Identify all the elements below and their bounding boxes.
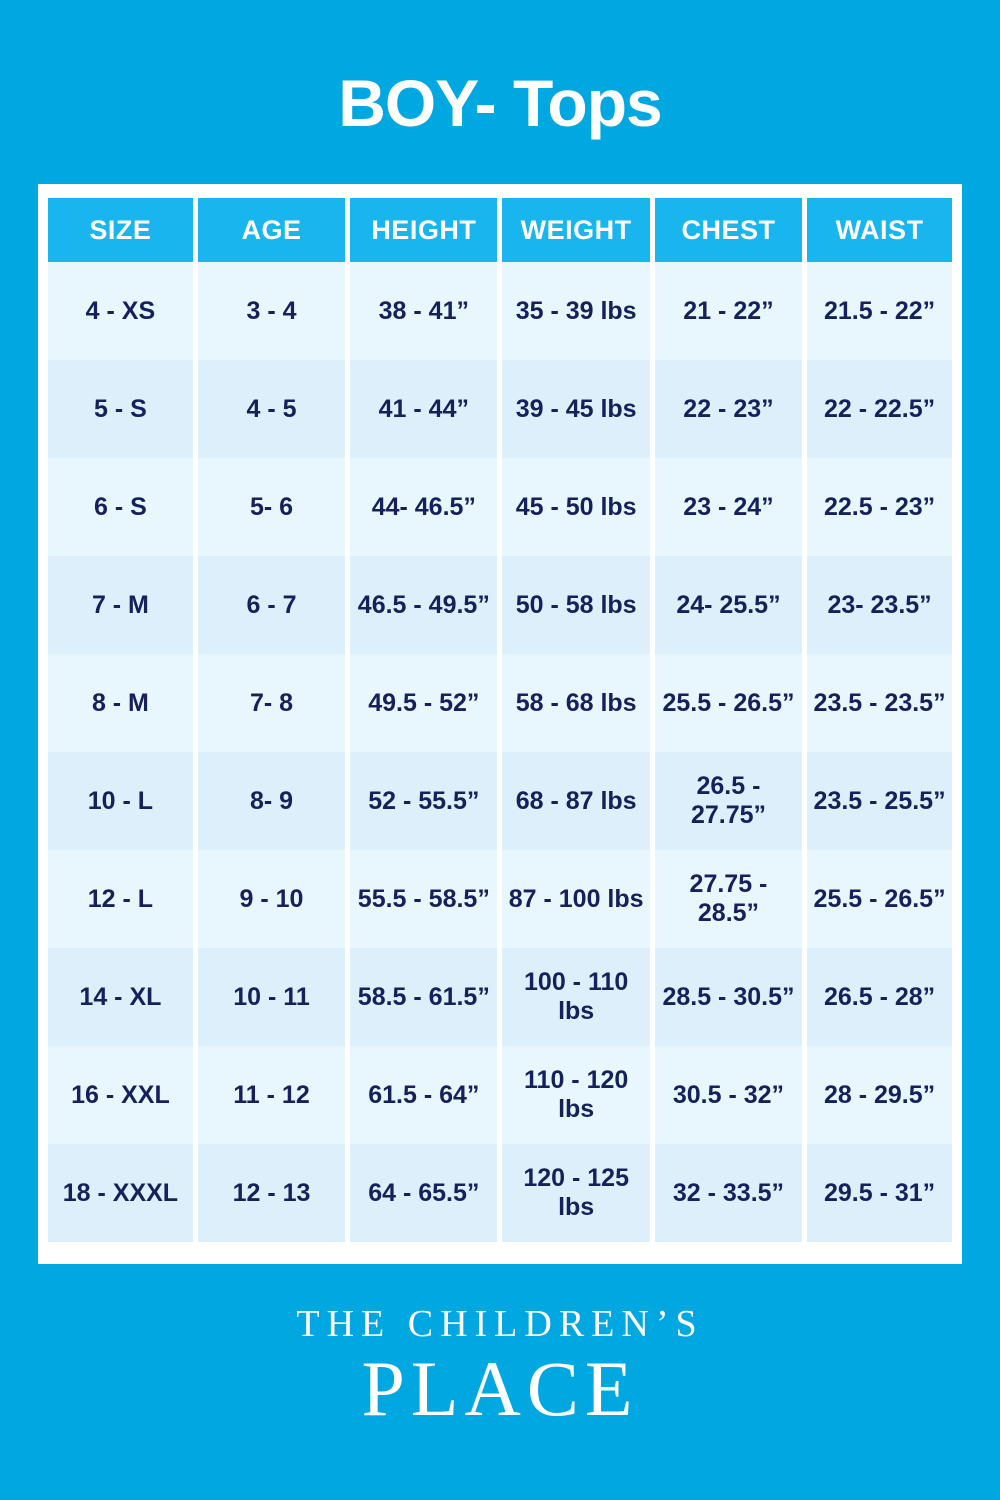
column-header: SIZE [43,191,195,262]
column-header: WEIGHT [500,191,652,262]
column-header: WAIST [805,191,957,262]
brand-name-bottom: PLACE [361,1344,639,1432]
table-row [43,1046,957,1144]
table-row [43,948,957,1046]
measurement-cell: 25.5 - 26.5” [805,850,957,948]
size-cell: 8 - M [43,654,195,752]
measurement-cell: 120 - 125 lbs [500,1144,652,1242]
measurement-cell: 25.5 - 26.5” [652,654,804,752]
table-row [43,654,957,752]
measurement-cell: 64 - 65.5” [348,1144,500,1242]
size-cell: 16 - XXL [43,1046,195,1144]
measurement-cell: 22 - 23” [652,360,804,458]
measurement-cell: 30.5 - 32” [652,1046,804,1144]
measurement-cell: 9 - 10 [195,850,347,948]
table-row [43,360,957,458]
measurement-cell: 23.5 - 25.5” [805,752,957,850]
size-cell: 12 - L [43,850,195,948]
measurement-cell: 21.5 - 22” [805,262,957,360]
size-table-header [43,191,957,262]
measurement-cell: 6 - 7 [195,556,347,654]
measurement-cell: 12 - 13 [195,1144,347,1242]
measurement-cell: 28.5 - 30.5” [652,948,804,1046]
measurement-cell: 38 - 41” [348,262,500,360]
measurement-cell: 68 - 87 lbs [500,752,652,850]
size-cell: 18 - XXXL [43,1144,195,1242]
table-bottom-padding [38,1242,962,1264]
measurement-cell: 46.5 - 49.5” [348,556,500,654]
measurement-cell: 24- 25.5” [652,556,804,654]
size-cell: 10 - L [43,752,195,850]
measurement-cell: 58 - 68 lbs [500,654,652,752]
measurement-cell: 50 - 58 lbs [500,556,652,654]
size-table-container [38,184,962,1264]
measurement-cell: 27.75 - 28.5” [652,850,804,948]
measurement-cell: 28 - 29.5” [805,1046,957,1144]
measurement-cell: 8- 9 [195,752,347,850]
measurement-cell: 22 - 22.5” [805,360,957,458]
measurement-cell: 45 - 50 lbs [500,458,652,556]
measurement-cell: 61.5 - 64” [348,1046,500,1144]
measurement-cell: 23.5 - 23.5” [805,654,957,752]
measurement-cell: 55.5 - 58.5” [348,850,500,948]
measurement-cell: 21 - 22” [652,262,804,360]
measurement-cell: 100 - 110 lbs [500,948,652,1046]
column-header: AGE [195,191,347,262]
measurement-cell: 11 - 12 [195,1046,347,1144]
measurement-cell: 32 - 33.5” [652,1144,804,1242]
measurement-cell: 49.5 - 52” [348,654,500,752]
table-row [43,1144,957,1242]
brand-name-top: THE CHILDREN’S [296,1303,704,1345]
size-table-body [43,262,957,1242]
measurement-cell: 44- 46.5” [348,458,500,556]
measurement-cell: 110 - 120 lbs [500,1046,652,1144]
measurement-cell: 58.5 - 61.5” [348,948,500,1046]
measurement-cell: 23 - 24” [652,458,804,556]
measurement-cell: 26.5 - 28” [805,948,957,1046]
measurement-cell: 35 - 39 lbs [500,262,652,360]
measurement-cell: 87 - 100 lbs [500,850,652,948]
size-table [38,184,962,1242]
measurement-cell: 7- 8 [195,654,347,752]
table-row [43,458,957,556]
measurement-cell: 23- 23.5” [805,556,957,654]
size-cell: 5 - S [43,360,195,458]
size-cell: 14 - XL [43,948,195,1046]
size-cell: 4 - XS [43,262,195,360]
measurement-cell: 4 - 5 [195,360,347,458]
measurement-cell: 26.5 - 27.75” [652,752,804,850]
measurement-cell: 22.5 - 23” [805,458,957,556]
measurement-cell: 10 - 11 [195,948,347,1046]
table-row [43,556,957,654]
measurement-cell: 5- 6 [195,458,347,556]
page-title: BOY- Tops [338,66,662,140]
column-header: HEIGHT [348,191,500,262]
measurement-cell: 52 - 55.5” [348,752,500,850]
measurement-cell: 29.5 - 31” [805,1144,957,1242]
table-header-row [43,191,957,262]
table-row [43,850,957,948]
column-header: CHEST [652,191,804,262]
measurement-cell: 3 - 4 [195,262,347,360]
measurement-cell: 39 - 45 lbs [500,360,652,458]
brand-footer [0,1304,1000,1430]
table-row [43,262,957,360]
size-cell: 7 - M [43,556,195,654]
measurement-cell: 41 - 44” [348,360,500,458]
size-cell: 6 - S [43,458,195,556]
table-row [43,752,957,850]
